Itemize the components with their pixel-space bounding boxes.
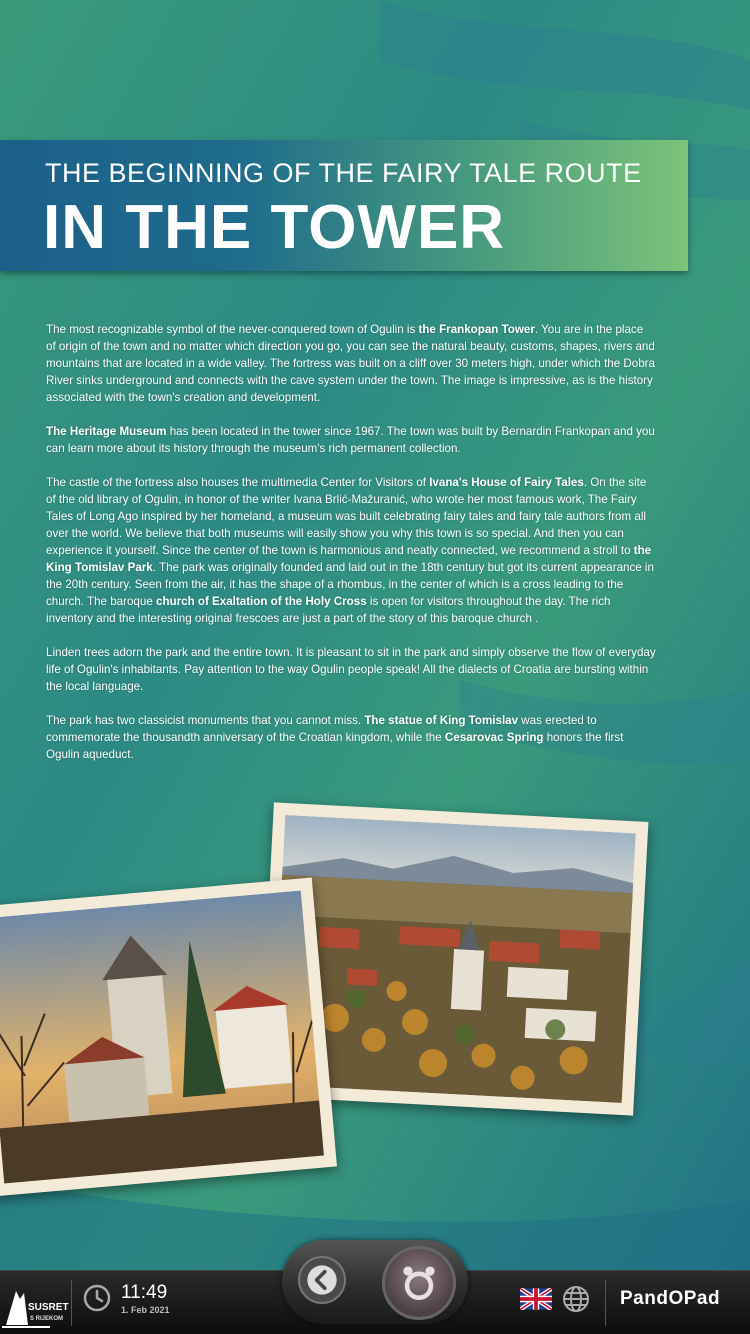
highlight-text: church of Exaltation of the Holy Cross [156, 595, 367, 608]
clock-time: 11:49 [121, 1282, 168, 1303]
chevron-left-icon [300, 1258, 344, 1302]
text-run: The castle of the fortress also houses the multimedia Center for Visitors of [46, 476, 430, 489]
article-body [46, 321, 656, 780]
paragraph-monuments [46, 712, 656, 763]
text-run: The park has two classicist monuments that you cannot miss. [46, 714, 365, 727]
paragraph-frankopan-tower [46, 321, 656, 406]
back-button[interactable] [298, 1256, 346, 1304]
banner-title: IN THE TOWER [43, 193, 506, 262]
highlight-text: The Heritage Museum [46, 425, 167, 438]
highlight-text: the King Tomislav Park [46, 544, 652, 574]
text-run: . On the site of the old library of Ogulin, in honor of the writer Ivana Brlić-Mažuranić, who wrote her most famous work, The Fairy Tales of Long Ago inspired by her homeland, a museum was built celebrating fairy tales and fairy tale authors from all over the world. We believe that both museums will easily show you why this town is so special. And then you can experience it yourself. Since the center of the town is harmonious and neatly connected, we recommend a stroll to [46, 476, 647, 557]
text-run: . You are in the place of origin of the town and no matter which direction you go, you can see the natural beauty, customs, shapes, rivers and mountains that are located in a wide valley. The fortress was built on a cliff over 30 meters high, under which the Dobra River sinks underground and connects with the cave system under the town. The image is impressive, as is the history associated with the town's creation and development. [46, 323, 655, 404]
globe-icon[interactable] [561, 1284, 591, 1314]
text-run: has been located in the tower since 1967. The town was built by Bernardin Frankopan and you can learn more about its history through the museum's rich permanent collection. [46, 425, 655, 455]
footer-divider [71, 1280, 72, 1326]
text-run: . The park was originally founded and laid out in the 18th century but got its current appearance in the 20th century. Seen from the air, it has the shape of a rhombus, in the center of which is a cross leading to the church. The baroque [46, 561, 654, 608]
clock-date: 1. Feb 2021 [121, 1305, 170, 1315]
logo-subtext: S RIJEKOM [30, 1316, 64, 1322]
uk-flag-icon[interactable] [520, 1288, 552, 1310]
brand-logo: PandOPad [620, 1288, 721, 1309]
pandopad-home-icon [385, 1249, 453, 1317]
highlight-text: The statue of King Tomislav [364, 714, 519, 727]
photo-frankopan-tower [0, 878, 337, 1197]
clock-icon [82, 1283, 112, 1313]
text-run: Linden trees adorn the park and the entire town. It is pleasant to sit in the park and simply observe the flow of everyday life of Ogulin's inhabitants. Pay attention to the way Ogulin people speak! All the dialects of Croatia are bursting within the local language. [46, 646, 656, 693]
footer-divider-right [605, 1280, 606, 1326]
banner-subtitle: THE BEGINNING OF THE FAIRY TALE ROUTE [45, 158, 642, 188]
highlight-text: the Frankopan Tower [418, 323, 535, 336]
highlight-text: Ivana's House of Fairy Tales [429, 476, 584, 489]
text-run: is open for visitors throughout the day. The rich inventory and the interesting original frescoes are just a part of the story of this baroque church . [46, 595, 611, 625]
home-button[interactable] [382, 1246, 456, 1320]
logo-text: SUSRET [28, 1302, 69, 1313]
text-run: honors the first Ogulin aqueduct. [46, 731, 624, 761]
title-banner [0, 140, 688, 271]
paragraph-heritage-museum [46, 423, 656, 457]
text-run: The most recognizable symbol of the never-conquered town of Ogulin is [46, 323, 419, 336]
highlight-text: Cesarovac Spring [444, 731, 544, 744]
paragraph-fairy-tales-center [46, 474, 656, 627]
paragraph-linden-trees [46, 644, 656, 695]
text-run: was erected to commemorate the thousandth anniversary of the Croatian kingdom, while the [46, 714, 597, 744]
